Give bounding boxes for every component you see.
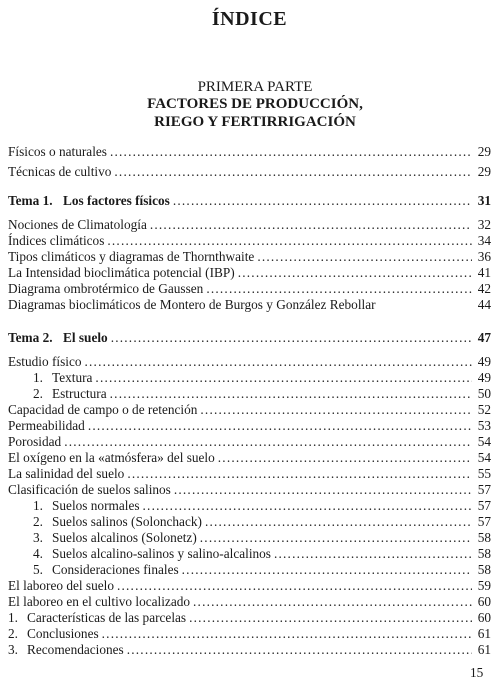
dot-leader — [111, 330, 472, 345]
toc-entry-page: 49 — [477, 370, 491, 385]
toc-entry-page: 55 — [477, 466, 491, 481]
toc-entry-label: Técnicas de cultivo — [8, 164, 112, 179]
toc-entry[interactable] — [8, 215, 491, 232]
dot-leader — [117, 578, 472, 593]
toc-entry-label: Diagramas bioclimáticos de Montero de Burgos y González Rebollar — [8, 297, 376, 312]
toc-entry-label: Recomendaciones — [27, 642, 124, 657]
subentry-number: 2. — [8, 626, 18, 641]
toc-entry[interactable] — [8, 162, 491, 179]
toc-entry[interactable] — [8, 640, 491, 657]
page-title: ÍNDICE — [211, 8, 288, 30]
toc-entry[interactable] — [8, 263, 491, 280]
toc-entry-page: 60 — [477, 610, 491, 625]
toc-entry[interactable] — [8, 352, 491, 369]
subentry-number: 1. — [8, 610, 18, 625]
toc-entry-page: 29 — [477, 144, 491, 159]
toc-entry[interactable] — [8, 448, 491, 465]
toc-entry-page: 61 — [477, 626, 491, 641]
dot-leader — [174, 482, 472, 497]
toc-entry-page: 60 — [477, 594, 491, 609]
dot-leader — [173, 193, 472, 208]
toc-entry-label: Porosidad — [8, 434, 62, 449]
toc-entry-label: Estructura — [52, 386, 107, 401]
chapter-title: El suelo — [63, 330, 108, 345]
toc-entry-page: 31 — [477, 193, 491, 208]
toc-entry-page: 42 — [477, 281, 491, 296]
dot-leader — [143, 498, 472, 513]
toc-subentry[interactable] — [8, 528, 491, 545]
toc-entry[interactable] — [8, 295, 491, 312]
toc-entry-page: 58 — [477, 562, 491, 577]
toc-entry-page: 58 — [477, 546, 491, 561]
toc-entry-page: 57 — [477, 482, 491, 497]
subentry-number: 1. — [33, 498, 43, 513]
dot-leader — [193, 594, 472, 609]
toc-entry[interactable] — [8, 608, 491, 625]
toc-subentry[interactable] — [8, 368, 491, 385]
toc-entry[interactable] — [8, 231, 491, 248]
toc-entry[interactable] — [8, 576, 491, 593]
toc-entry-label: Textura — [52, 370, 93, 385]
dot-leader — [218, 450, 472, 465]
dot-leader — [182, 562, 472, 577]
toc-subentry[interactable] — [8, 560, 491, 577]
dot-leader — [150, 217, 472, 232]
toc-entry-page: 36 — [477, 249, 491, 264]
toc-entry[interactable] — [8, 624, 491, 641]
part-title-line-1: FACTORES DE PRODUCCIÓN, — [147, 96, 363, 112]
toc-entry-page: 59 — [477, 578, 491, 593]
toc-entry-page: 32 — [477, 217, 491, 232]
page-number: 15 — [470, 665, 484, 680]
toc-entry-label: El laboreo del suelo — [8, 578, 114, 593]
dot-leader — [189, 610, 472, 625]
dot-leader — [88, 418, 472, 433]
toc-chapter-entry[interactable] — [8, 328, 491, 345]
toc-entry[interactable] — [8, 279, 491, 296]
dot-leader — [85, 354, 473, 369]
toc-subentry[interactable] — [8, 496, 491, 513]
dot-leader — [205, 514, 472, 529]
dot-leader — [107, 233, 472, 248]
toc-entry-label: Suelos alcalinos (Solonetz) — [52, 530, 197, 545]
toc-entry-label: Tipos climáticos y diagramas de Thornthwaite — [8, 249, 255, 264]
dot-leader — [110, 144, 472, 159]
subentry-number: 1. — [33, 370, 43, 385]
toc-entry-page: 54 — [477, 434, 491, 449]
toc-entry-label: La Intensidad bioclimática potencial (IBP) — [8, 265, 235, 280]
toc-entry-page: 50 — [477, 386, 491, 401]
toc-entry-label: Conclusiones — [27, 626, 99, 641]
toc-entry[interactable] — [8, 400, 491, 417]
dot-leader — [127, 466, 472, 481]
toc-entry-label: Estudio físico — [8, 354, 82, 369]
toc-entry-label: El oxígeno en la «atmósfera» del suelo — [8, 450, 215, 465]
toc-entry[interactable] — [8, 416, 491, 433]
toc-entry-label: Suelos alcalino-salinos y salino-alcalinos — [52, 546, 271, 561]
dot-leader — [110, 386, 472, 401]
dot-leader — [200, 530, 472, 545]
toc-entry-label: Clasificación de suelos salinos — [8, 482, 171, 497]
dot-leader — [257, 249, 472, 264]
toc-entry-label: Consideraciones finales — [52, 562, 179, 577]
toc-entry-page: 61 — [477, 642, 491, 657]
toc-entry-page: 54 — [477, 450, 491, 465]
subentry-number: 5. — [33, 562, 43, 577]
toc-entry-page: 44 — [477, 297, 491, 312]
dot-leader — [127, 642, 472, 657]
toc-entry[interactable] — [8, 480, 491, 497]
toc-entry-page: 47 — [477, 330, 491, 345]
dot-leader — [200, 402, 472, 417]
dot-leader — [114, 164, 472, 179]
toc-entry-page: 58 — [477, 530, 491, 545]
toc-entry-page: 41 — [477, 265, 491, 280]
toc-entry-label: Características de las parcelas — [27, 610, 187, 625]
toc-subentry[interactable] — [8, 512, 491, 529]
toc-entry-label: Nociones de Climatología — [8, 217, 147, 232]
toc-entry-label: Físicos o naturales — [8, 144, 107, 159]
dot-leader — [95, 370, 472, 385]
toc-entry-page: 57 — [477, 514, 491, 529]
toc-entry-label: Suelos normales — [52, 498, 140, 513]
chapter-number: Tema 1. — [8, 193, 53, 208]
toc-entry[interactable] — [8, 247, 491, 264]
subentry-number: 2. — [33, 514, 43, 529]
subentry-number: 4. — [33, 546, 43, 561]
toc-subentry[interactable] — [8, 544, 491, 561]
toc-chapter-entry[interactable] — [8, 191, 491, 208]
toc-entry-page: 53 — [477, 418, 491, 433]
toc-entry-page: 57 — [477, 498, 491, 513]
toc-entry[interactable] — [8, 432, 491, 449]
toc-entry-label: Permeabilidad — [8, 418, 85, 433]
subentry-number: 3. — [8, 642, 18, 657]
subentry-number: 3. — [33, 530, 43, 545]
toc-entry-page: 29 — [477, 164, 491, 179]
dot-leader — [64, 434, 472, 449]
toc-entry-page: 52 — [477, 402, 491, 417]
subentry-number: 2. — [33, 386, 43, 401]
toc-subentry[interactable] — [8, 384, 491, 401]
toc-entry-label: Suelos salinos (Solonchack) — [52, 514, 202, 529]
toc-entry-label: Índices climáticos — [8, 233, 105, 248]
dot-leader — [238, 265, 472, 280]
toc-entry-label: Capacidad de campo o de retención — [8, 402, 198, 417]
toc-entry[interactable] — [8, 142, 491, 159]
dot-leader — [206, 281, 472, 296]
toc-entry[interactable] — [8, 592, 491, 609]
toc-entry-label: Diagrama ombrotérmico de Gaussen — [8, 281, 204, 296]
part-title-line-2: RIEGO Y FERTIRRIGACIÓN — [154, 114, 356, 130]
toc-entry-page: 34 — [477, 233, 491, 248]
toc-entry-page: 49 — [477, 354, 491, 369]
dot-leader — [274, 546, 472, 561]
toc-entry[interactable] — [8, 464, 491, 481]
dot-leader — [102, 626, 472, 641]
toc-entry-label: La salinidad del suelo — [8, 466, 125, 481]
toc-entry-label: El laboreo en el cultivo localizado — [8, 594, 191, 609]
part-label: PRIMERA PARTE — [197, 79, 313, 95]
chapter-number: Tema 2. — [8, 330, 53, 345]
chapter-title: Los factores físicos — [63, 193, 170, 208]
